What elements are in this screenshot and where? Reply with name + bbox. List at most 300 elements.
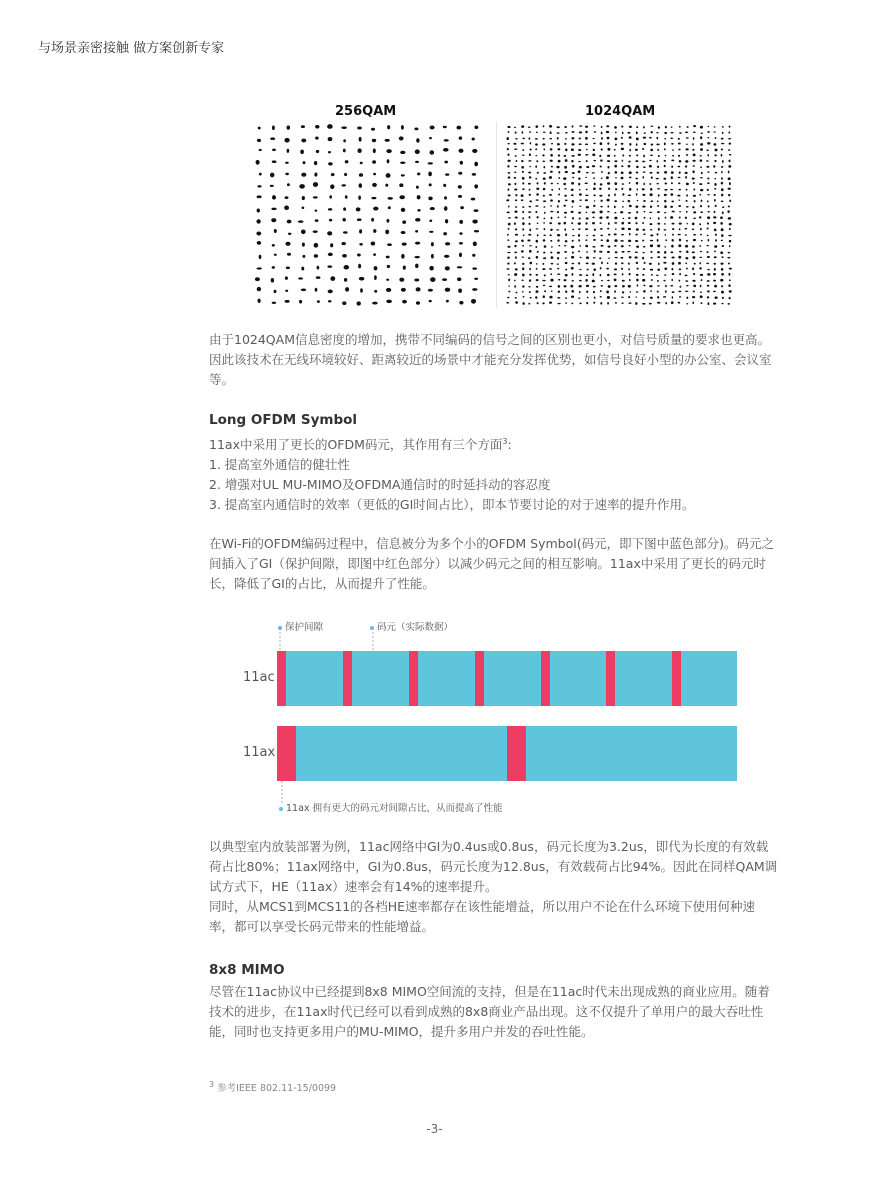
constellation-point [285,242,290,246]
constellation-point [535,246,537,248]
constellation-point [628,222,631,224]
constellation-point [672,149,674,150]
constellation-point [550,205,552,206]
constellation-point [650,217,652,219]
constellation-point [257,208,260,212]
constellation-point [722,206,724,208]
constellation-point [664,212,666,213]
constellation-point [508,223,511,226]
constellation-point [543,239,546,241]
constellation-point [585,154,588,156]
constellation-point [679,280,681,282]
bar-row-11ac [277,651,737,706]
constellation-point [345,160,349,163]
constellation-point [727,210,729,213]
constellation-point [727,303,729,305]
constellation-point [530,262,533,265]
constellation-point [713,222,716,224]
constellation-point [530,297,532,299]
constellation-point [515,155,517,157]
constellation-point [671,160,674,162]
constellation-point [529,194,531,196]
constellation-point [708,205,710,207]
constellation-point [508,194,511,196]
constellation-point [656,183,659,184]
constellation-point [535,143,538,145]
constellation-point [671,268,673,271]
constellation-point [272,195,276,199]
constellation-point [508,274,510,275]
constellation-point [535,125,538,128]
constellation-point [522,171,524,173]
constellation-point [565,257,567,259]
constellation-point [665,302,667,304]
constellation-point [302,206,305,209]
constellation-point [515,292,517,294]
constellation-point [564,188,567,190]
constellation-point [606,199,609,202]
constellation-point [343,207,346,211]
constellation-point [313,230,318,233]
constellation-point [529,148,531,150]
constellation-point [506,302,509,304]
constellation-point [572,177,574,179]
constellation-point [650,172,653,174]
constellation-point [721,177,723,179]
constellation-point [614,239,617,242]
constellation-point [537,223,539,225]
constellation-point [628,165,631,167]
constellation-point [272,302,276,304]
constellation-point [373,253,376,256]
constellation-point [608,285,611,288]
constellation-point [430,207,435,210]
constellation-point [271,208,276,210]
constellation-point [672,234,674,236]
constellation-point [535,148,537,150]
constellation-point [579,143,582,145]
constellation-point [536,263,538,265]
constellation-point [728,138,731,139]
constellation-point [415,230,418,233]
constellation-point [701,199,703,202]
constellation-point [657,149,659,152]
constellation-point [558,171,560,174]
constellation-point [556,229,559,230]
constellation-point [658,194,660,197]
constellation-point [685,257,688,259]
constellation-point [721,228,724,231]
constellation-point [472,138,475,141]
constellation-point [444,139,449,142]
constellation-point [637,200,639,201]
constellation-point [521,143,524,145]
constellation-point [557,126,560,128]
constellation-point [585,195,588,196]
constellation-point [507,239,509,241]
constellation-point [628,161,630,163]
constellation-point [593,194,595,196]
constellation-point [357,148,361,153]
constellation-point [713,263,715,265]
constellation-point [565,302,567,304]
constellation-point [571,246,574,248]
constellation-point [550,199,553,201]
constellation-point [530,142,532,144]
constellation-point [701,172,703,175]
constellation-point [685,262,687,264]
constellation-point [257,139,261,142]
constellation-point [657,200,659,202]
constellation-point [529,279,531,282]
constellation-point [472,288,477,291]
constellation-point [536,290,539,293]
constellation-point [399,278,404,282]
constellation-point [514,273,517,276]
constellation-point [678,234,681,236]
constellation-point [556,166,559,169]
constellation-point [608,234,610,236]
constellation-point [701,302,703,304]
constellation-point [565,274,568,276]
constellation-point [707,216,710,219]
constellation-point [634,256,637,258]
constellation-point [614,206,616,209]
constellation-point [543,222,545,223]
constellation-point [444,161,448,164]
constellation-point [621,262,624,264]
constellation-point [643,166,645,168]
constellation-point [302,196,305,200]
constellation-point [678,256,681,259]
constellation-point [686,137,689,138]
qam256-constellation [252,122,482,308]
constellation-point [550,252,552,254]
constellation-point [401,231,406,234]
constellation-point [543,188,546,190]
constellation-point [549,138,552,140]
constellation-point [587,269,589,271]
constellation-point [565,149,567,152]
constellation-point [670,193,673,196]
constellation-point [649,160,652,161]
constellation-point [614,155,616,157]
constellation-point [707,280,710,282]
constellation-point [586,189,588,191]
constellation-point [515,297,517,299]
constellation-point [549,222,552,224]
constellation-point [693,137,695,140]
constellation-point [607,166,609,169]
constellation-point [622,251,625,253]
constellation-point [521,256,524,257]
constellation-point [729,182,731,185]
constellation-point [685,200,687,202]
annotation-guard-interval-text: 保护间隙 [285,622,324,633]
constellation-point [543,148,545,150]
constellation-point [700,228,702,231]
constellation-point [594,200,596,201]
constellation-point [636,246,639,248]
constellation-point [593,138,595,139]
constellation-point [445,173,449,175]
constellation-point [585,182,588,184]
constellation-point [629,205,632,207]
constellation-point [707,227,709,229]
constellation-point [594,250,596,253]
constellation-point [665,285,667,288]
constellation-point [715,172,717,174]
constellation-point [693,182,695,184]
mimo-paragraph [209,982,779,1042]
constellation-point [693,211,696,213]
constellation-point [685,165,687,167]
constellation-point [557,274,560,275]
constellation-point [621,297,624,298]
constellation-point [314,161,317,165]
constellation-point [522,285,525,287]
constellation-point [721,143,724,145]
constellation-point [528,127,531,128]
constellation-point [514,177,516,179]
constellation-point [543,206,545,208]
constellation-point [615,302,617,304]
constellation-point [564,285,567,287]
constellation-point [536,182,538,184]
constellation-point [508,228,510,230]
constellation-point [579,269,581,271]
constellation-point [374,266,378,270]
constellation-point [459,253,462,258]
constellation-point [401,208,405,212]
constellation-point [564,216,566,218]
constellation-point [692,302,694,305]
constellation-point [579,257,581,258]
constellation-point [515,268,518,270]
constellation-point [721,182,723,185]
constellation-point [663,262,666,264]
constellation-point [671,182,673,184]
constellation-point [614,274,617,276]
constellation-point [344,278,347,282]
constellation-point [614,268,617,270]
constellation-point [516,160,518,162]
constellation-point [637,189,639,191]
constellation-point [707,171,709,172]
constellation-point [693,189,695,191]
constellation-point [474,162,478,167]
constellation-point [428,162,433,164]
constellation-point [558,222,561,224]
constellation-point [599,216,602,218]
constellation-point [357,218,362,221]
constellation-point [415,161,419,163]
constellation-point [671,176,673,179]
constellation-point [729,125,731,127]
constellation-point [522,245,524,247]
constellation-point [528,257,530,259]
mimo-paragraph-text: 尽管在11ac协议中已经提到8x8 MIMO空间流的支持，但是在11ac时代未出现成熟的商业应用。随着技术的进步，在11ax时代已经可以看到成熟的8x8商业产品出现。这不仅提升了单用户的最大吞吐性能，同时也支持更多用户的MU-MIMO，提升多用户并发的吞吐性能。 [209,984,770,1039]
constellation-point [686,285,689,286]
constellation-point [642,188,645,190]
constellation-point [621,234,624,235]
constellation-point [373,207,378,211]
constellation-point [357,254,361,257]
constellation-point [699,223,701,225]
constellation-point [586,235,588,236]
constellation-point [445,266,450,270]
constellation-point [685,217,687,219]
constellation-point [635,178,638,180]
constellation-point [514,166,517,167]
constellation-point [551,143,553,144]
constellation-point [329,195,332,198]
constellation-point [714,126,716,127]
constellation-point [606,176,609,179]
constellation-point [285,196,289,199]
constellation-point [592,211,595,213]
constellation-point [599,155,601,158]
constellation-point [685,280,688,282]
constellation-point [572,229,574,231]
constellation-point [315,219,319,222]
constellation-point [535,211,537,213]
constellation-point [536,268,538,270]
constellation-point [387,265,390,268]
guard-interval-segment [672,651,681,706]
qam1024-constellation [505,124,733,306]
symbol-segment [418,651,475,706]
symbol-segment [484,651,541,706]
constellation-point [586,206,589,208]
constellation-point [700,159,703,161]
constellation-point [658,126,660,129]
constellation-point [522,263,524,265]
constellation-point [720,262,723,264]
constellation-point [585,228,588,230]
constellation-point [664,223,666,225]
constellation-point [693,234,696,236]
constellation-point [528,183,531,185]
constellation-point [644,262,646,264]
constellation-point [403,266,406,270]
constellation-point [342,254,347,258]
constellation-point [429,137,432,139]
constellation-point [474,184,478,188]
constellation-point [508,176,511,178]
constellation-point [521,125,524,128]
constellation-point [284,138,289,143]
constellation-point [330,184,334,189]
constellation-point [650,244,653,247]
constellation-point [585,222,587,225]
constellation-point [522,131,524,133]
constellation-point [559,188,561,190]
constellation-point [714,160,717,162]
constellation-point [459,301,463,305]
constellation-point [593,239,596,241]
constellation-point [621,143,624,145]
constellation-point [287,125,291,129]
constellation-point [341,242,345,245]
constellation-point [563,183,566,185]
constellation-point [627,251,630,252]
constellation-point [665,217,667,219]
constellation-point [651,176,653,179]
constellation-point [586,256,589,259]
constellation-point [401,125,404,130]
constellation-point [571,137,574,139]
constellation-point [431,242,434,246]
constellation-point [594,297,596,299]
constellation-point [621,188,623,190]
qam-paragraph [209,330,779,390]
constellation-point [720,222,722,225]
constellation-point [507,263,509,265]
constellation-point [544,212,546,214]
constellation-point [608,188,610,190]
constellation-point [672,296,674,298]
constellation-point [707,285,709,287]
constellation-point [693,285,696,288]
constellation-point [720,251,723,254]
constellation-point [686,189,688,191]
constellation-point [642,148,644,150]
constellation-point [592,273,594,276]
constellation-point [714,268,716,271]
constellation-point [621,177,624,180]
constellation-point [507,160,510,162]
constellation-point [257,195,262,198]
constellation-point [651,143,653,145]
constellation-point [371,218,374,222]
constellation-point [664,171,667,174]
constellation-point [714,285,717,288]
constellation-point [528,160,531,162]
constellation-point [615,262,617,264]
constellation-point [680,286,682,288]
constellation-point [592,153,595,156]
constellation-point [629,155,631,157]
constellation-point [728,194,730,196]
constellation-point [579,131,582,133]
constellation-point [522,188,525,190]
constellation-point [528,211,531,213]
constellation-point [522,267,524,270]
constellation-point [460,206,464,209]
constellation-point [686,268,688,270]
constellation-point [272,244,275,247]
constellation-point [708,211,710,213]
constellation-point [678,262,681,265]
constellation-point [608,222,610,225]
constellation-point [700,166,702,168]
constellation-point [622,280,625,282]
symbol-segment [286,651,343,706]
constellation-point [644,211,646,212]
constellation-point [628,228,631,230]
constellation-point [644,132,646,134]
constellation-point [542,143,545,145]
constellation-point [443,232,447,235]
constellation-point [523,138,525,140]
constellation-point [564,166,567,169]
section-heading-long-ofdm: Long OFDM Symbol [209,412,358,428]
constellation-point [508,188,510,190]
constellation-point [371,197,376,199]
constellation-point [715,137,717,139]
constellation-point [615,188,618,190]
